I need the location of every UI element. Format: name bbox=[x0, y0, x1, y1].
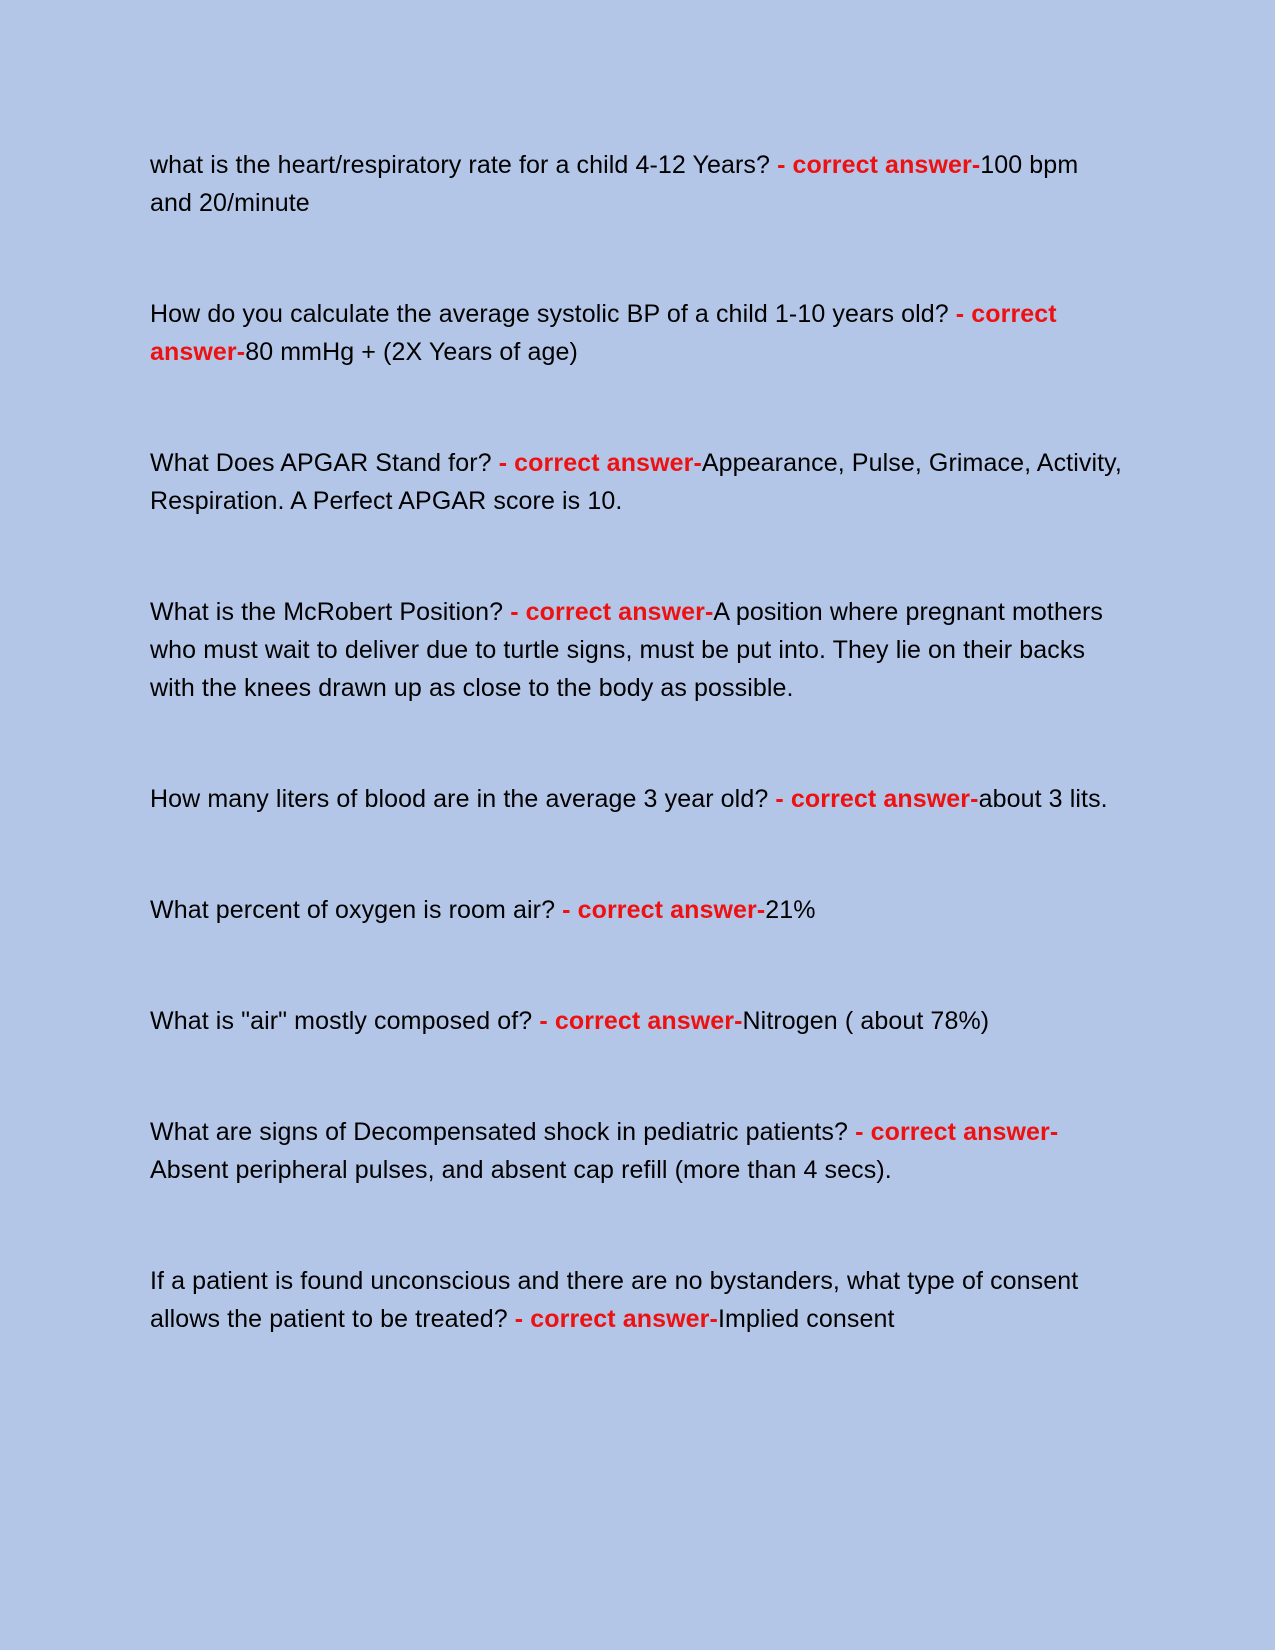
answer-text: about 3 lits. bbox=[978, 785, 1108, 813]
answer-text: Appearance, Pulse, Grimace, Activity, Respiration. A Perfect APGAR score is 10. bbox=[150, 449, 1122, 515]
question-text: What Does APGAR Stand for? bbox=[150, 449, 492, 477]
question-text: what is the heart/respiratory rate for a child 4-12 Years? bbox=[150, 151, 771, 179]
answer-text: 100 bpm and 20/minute bbox=[150, 151, 1079, 217]
qa-list bbox=[150, 146, 1125, 1338]
qa-item-1 bbox=[150, 146, 1125, 222]
question-text: How do you calculate the average systolic BP of a child 1-10 years old? bbox=[150, 300, 949, 328]
correct-answer-marker: - correct answer- bbox=[498, 449, 702, 477]
correct-answer-marker: - correct answer- bbox=[510, 598, 714, 626]
correct-answer-marker: - correct answer- bbox=[150, 300, 1057, 366]
qa-item-2 bbox=[150, 295, 1125, 371]
correct-answer-marker: - correct answer- bbox=[562, 896, 766, 924]
answer-text: Implied consent bbox=[717, 1305, 895, 1333]
correct-answer-marker: - correct answer- bbox=[514, 1305, 718, 1333]
qa-item-7 bbox=[150, 1002, 1125, 1040]
correct-answer-marker: - correct answer- bbox=[777, 151, 981, 179]
qa-item-9 bbox=[150, 1262, 1125, 1338]
qa-item-4 bbox=[150, 593, 1125, 707]
question-text: What is "air" mostly composed of? bbox=[150, 1007, 533, 1035]
correct-answer-marker: - correct answer- bbox=[855, 1118, 1059, 1146]
correct-answer-marker: - correct answer- bbox=[539, 1007, 743, 1035]
correct-answer-marker: - correct answer- bbox=[775, 785, 979, 813]
answer-text: A position where pregnant mothers who must wait to deliver due to turtle signs, must be put into. They lie on their backs with the knees drawn up as close to the body as possible. bbox=[150, 598, 1104, 702]
question-text: If a patient is found unconscious and there are no bystanders, what type of consent allows the patient to be treated? bbox=[150, 1267, 1079, 1333]
question-text: What are signs of Decompensated shock in pediatric patients? bbox=[150, 1118, 849, 1146]
question-text: What percent of oxygen is room air? bbox=[150, 896, 556, 924]
question-text: How many liters of blood are in the average 3 year old? bbox=[150, 785, 769, 813]
qa-item-8 bbox=[150, 1113, 1125, 1189]
qa-item-3 bbox=[150, 444, 1125, 520]
qa-item-5 bbox=[150, 780, 1125, 818]
answer-text: 21% bbox=[765, 896, 816, 924]
answer-text: Nitrogen ( about 78%) bbox=[742, 1007, 990, 1035]
answer-text: 80 mmHg + (2X Years of age) bbox=[245, 338, 578, 366]
qa-item-6 bbox=[150, 891, 1125, 929]
question-text: What is the McRobert Position? bbox=[150, 598, 504, 626]
answer-text: Absent peripheral pulses, and absent cap refill (more than 4 secs). bbox=[150, 1156, 892, 1184]
